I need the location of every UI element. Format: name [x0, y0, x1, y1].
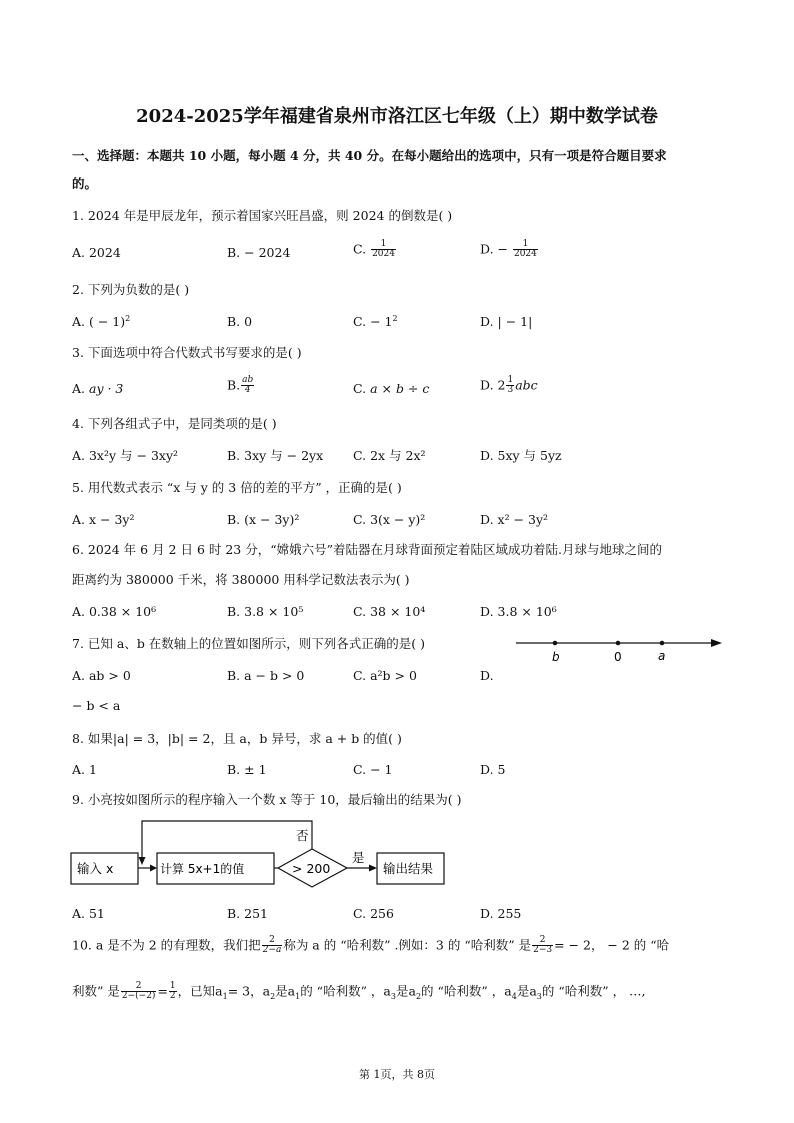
q6-option-d: D. 3.8 × 10⁶ [480, 604, 557, 619]
q7-stem: 7. 已知 a、b 在数轴上的位置如图所示，则下列各式正确的是( ) [72, 636, 426, 651]
section-heading-cont: 的。 [72, 176, 98, 191]
q3-b-den: 4 [244, 385, 251, 396]
q3-b-fraction [241, 376, 254, 396]
q4-option-c: C. 2x 与 2x² [353, 448, 426, 463]
arrow-right-icon [711, 639, 722, 647]
flow-decision-label: > 200 [292, 861, 331, 876]
q8-option-d: D. 5 [480, 762, 506, 777]
q10-text-a: 10. a 是不为 2 的有理数，我们把 [72, 937, 261, 953]
q10-sub-5: 2 [415, 991, 422, 1001]
q7-option-d: D. [480, 668, 494, 683]
point-zero [616, 641, 621, 646]
flow-compute-label: 计算 5x+1的值 [160, 862, 245, 876]
q10-text-f: ，已知a [177, 983, 223, 999]
q3-d-num: 1 [507, 375, 514, 385]
q6-option-a: A. 0.38 × 10⁶ [72, 604, 157, 619]
label-b: b [552, 650, 560, 664]
q3-b-num: ab [242, 375, 254, 385]
q2-c-sup: 2 [392, 313, 398, 323]
q9-option-a: A. 51 [72, 906, 105, 921]
q1-option-a: A. 2024 [72, 245, 121, 260]
q3-d-den: 3 [507, 385, 514, 396]
q10-sub-4: 3 [390, 991, 396, 1001]
q8-option-c: C. − 1 [353, 762, 393, 777]
page-footer: 第 1页，共 8页 [359, 1068, 435, 1081]
q9-option-d: D. 255 [480, 906, 522, 921]
q3-b-prefix: B. [227, 377, 241, 393]
q10-f3-den: 2−(−2) [121, 991, 156, 1002]
q7-option-a: A. ab > 0 [72, 668, 131, 683]
q10-text-d: 利数” 是 [72, 983, 120, 999]
q10-text-l: 是a [516, 983, 537, 999]
q10-text-k: 的 “哈利数” ，a [421, 983, 512, 999]
q6-stem-line2: 距离约为 380000 千米，将 380000 用科学记数法表示为( ) [72, 572, 410, 587]
flow-output-label: 输出结果 [383, 861, 434, 876]
q10-sub-2: 2 [270, 991, 276, 1001]
q1-option-b: B. − 2024 [227, 245, 291, 260]
q6-option-b: B. 3.8 × 10⁵ [227, 604, 304, 619]
q10-text-i: 的 “哈利数” ，a [300, 983, 391, 999]
q4-option-d: D. 5xy 与 5yz [480, 448, 562, 463]
q8-option-b: B. ± 1 [227, 762, 267, 777]
q3-c-math: a × b ÷ c [370, 381, 430, 396]
q4-stem: 4. 下列各组式子中，是同类项的是( ) [72, 416, 277, 431]
arrow-right-icon [150, 865, 157, 872]
q1-c-num: 1 [371, 240, 396, 250]
q10-fraction-2 [532, 936, 553, 956]
q1-stem: 1. 2024 年是甲辰龙年，预示着国家兴旺昌盛，则 2024 的倒数是( ) [72, 208, 453, 223]
q8-option-a: A. 1 [72, 762, 97, 777]
q7-option-d-continued: − b < a [72, 698, 121, 713]
q2-c-text: C. − 1 [353, 314, 393, 329]
q3-stem: 3. 下面选项中符合代数式书写要求的是( ) [72, 345, 302, 360]
section-heading: 一、选择题：本题共 10 小题，每小题 4 分，共 40 分。在每小题给出的选项中，只有一项是符合题目要求 [72, 148, 667, 163]
q3-a-prefix: A. [72, 381, 86, 396]
q3-option-b [227, 376, 255, 396]
point-b [553, 641, 558, 646]
q5-option-b: B. (x − 3y)² [227, 512, 300, 527]
q6-stem-line1: 6. 2024 年 6 月 2 日 6 时 23 分，“嫦娥六号”着陆器在月球背面预定着陆区域成功着陆.月球与地球之间的 [72, 542, 662, 557]
q1-d-prefix: D. − [480, 241, 508, 257]
q10-line2 [72, 982, 646, 1002]
flow-no-label: 否 [296, 828, 309, 843]
q4-option-a: A. 3x²y 与 − 3xy² [72, 448, 179, 463]
q10-text-m: 的 “哈利数” ， …, [541, 983, 646, 999]
q10-text-h: 是a [275, 983, 296, 999]
q2-option-b: B. 0 [227, 314, 253, 329]
q2-a-text: A. ( − 1) [72, 314, 126, 329]
q1-c-prefix: C. [353, 241, 367, 257]
q5-stem: 5. 用代数式表示 “x 与 y 的 3 倍的差的平方” ，正确的是( ) [72, 480, 402, 495]
q10-text-b: 称为 a 的 “哈利数” .例如：3 的 “哈利数” 是 [283, 937, 532, 953]
q2-option-a [72, 313, 131, 329]
q10-f4-den: 2 [169, 991, 176, 1002]
flow-input-label: 输入 x [77, 861, 114, 876]
q10-fraction-4 [169, 982, 177, 1002]
number-line [512, 630, 728, 666]
q3-c-prefix: C. [353, 381, 367, 396]
q5-option-a: A. x − 3y² [72, 512, 135, 527]
flowchart [70, 815, 450, 890]
label-a: a [658, 649, 666, 663]
q3-a-math: ay · 3 [89, 381, 124, 396]
q1-d-fraction [513, 240, 538, 260]
q1-c-den: 2024 [372, 249, 395, 260]
q3-d-math: abc [515, 377, 538, 393]
flow-yes-label: 是 [352, 850, 365, 865]
q7-option-b: B. a − b > 0 [227, 668, 305, 683]
q10-line1 [72, 936, 669, 956]
q2-option-d: D. | − 1| [480, 314, 533, 329]
q10-sub-7: 3 [536, 991, 542, 1001]
q3-option-c [353, 383, 429, 396]
q10-f3-num: 2 [121, 982, 157, 992]
q10-text-c: = − 2， − 2 的 “哈 [554, 937, 670, 953]
q10-sub-3: 1 [295, 991, 301, 1001]
q9-option-c: C. 256 [353, 906, 394, 921]
q1-d-num: 1 [513, 240, 538, 250]
q2-a-sup: 2 [125, 313, 131, 323]
q8-stem: 8. 如果|a| = 3，|b| = 2，且 a，b 异号，求 a + b 的值( ) [72, 731, 402, 746]
q10-f2-num: 2 [532, 936, 553, 946]
q10-sub-6: 4 [511, 991, 517, 1001]
q9-stem: 9. 小亮按如图所示的程序输入一个数 x 等于 10，最后输出的结果为( ) [72, 792, 462, 807]
q10-f1-num: 2 [262, 936, 283, 946]
label-zero: 0 [614, 650, 622, 664]
q5-option-c: C. 3(x − y)² [353, 512, 426, 527]
q10-fraction-1 [262, 936, 283, 956]
q1-c-fraction [371, 240, 396, 260]
arrow-down-icon [139, 857, 146, 865]
q1-option-d [480, 240, 539, 260]
q1-d-den: 2024 [513, 249, 537, 260]
q10-text-e: = [157, 983, 168, 999]
q7-option-c: C. a²b > 0 [353, 668, 417, 683]
q10-text-g: = 3，a [227, 983, 271, 999]
q10-f1-den: 2−a [262, 945, 282, 956]
point-a [660, 641, 665, 646]
q10-f2-den: 2−3 [533, 945, 553, 956]
q3-d-fraction [506, 376, 514, 396]
q10-f4-num: 1 [169, 981, 176, 991]
q2-option-c [353, 313, 398, 329]
q1-option-c [353, 240, 397, 260]
q5-option-d: D. x² − 3y² [480, 512, 549, 527]
q9-option-b: B. 251 [227, 906, 268, 921]
q3-option-d [480, 376, 538, 396]
q2-stem: 2. 下列为负数的是( ) [72, 282, 190, 297]
q10-fraction-3 [121, 982, 157, 1002]
page-title: 2024-2025学年福建省泉州市洛江区七年级（上）期中数学试卷 [136, 106, 658, 127]
q6-option-c: C. 38 × 10⁴ [353, 604, 426, 619]
q10-text-j: 是a [395, 983, 416, 999]
q3-option-a [72, 383, 123, 396]
q10-sub-1: 1 [222, 991, 228, 1001]
q4-option-b: B. 3xy 与 − 2yx [227, 448, 324, 463]
q3-d-prefix: D. 2 [480, 377, 506, 393]
arrow-right-icon [369, 865, 377, 872]
